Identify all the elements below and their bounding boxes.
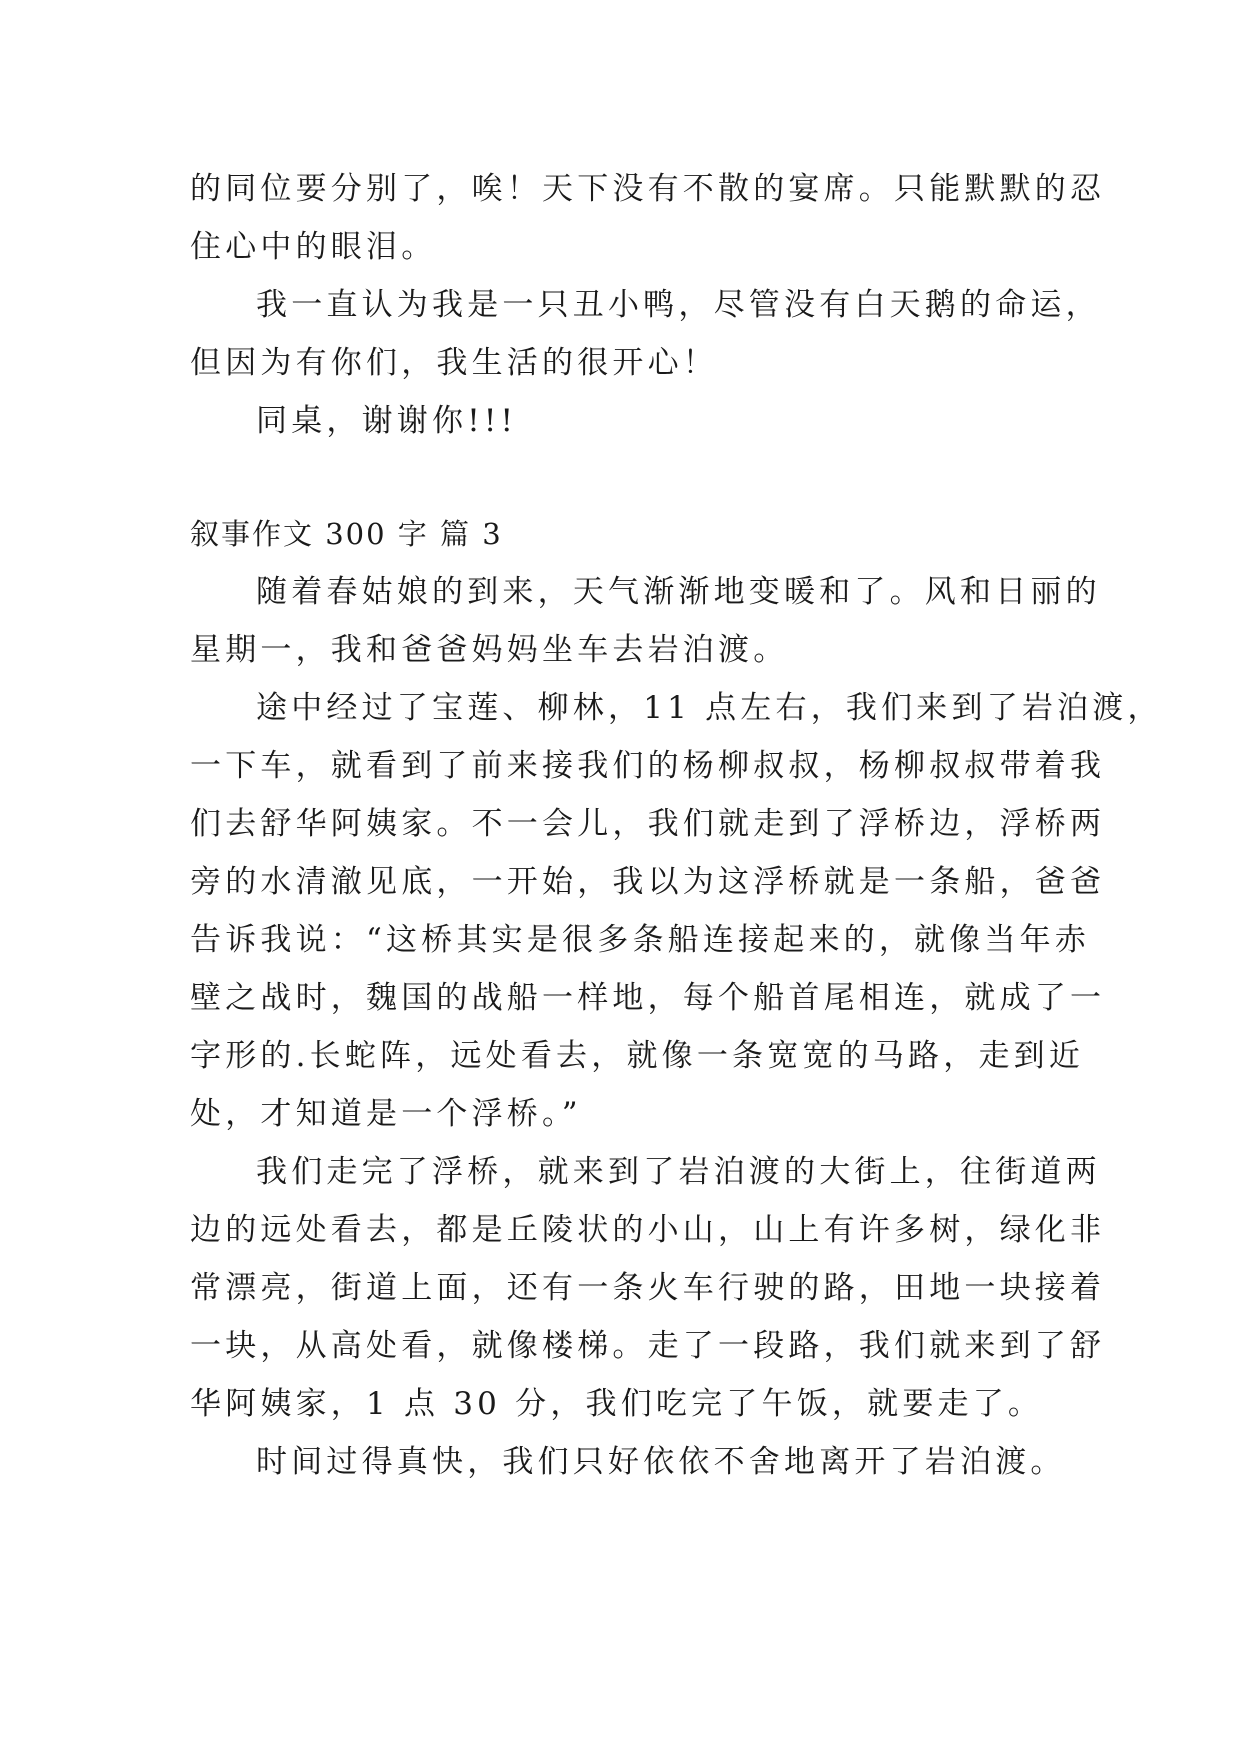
section-heading: 叙事作文 300 字 篇 3 xyxy=(190,517,503,551)
paragraph-line: 华阿姨家，1 点 30 分，我们吃完了午饭，就要走了。 xyxy=(190,1386,1044,1422)
paragraph-line: 我们走完了浮桥，就来到了岩泊渡的大街上，往街道两 xyxy=(256,1154,1101,1190)
paragraph-line: 随着春姑娘的到来，天气渐渐地变暖和了。风和日丽的 xyxy=(256,574,1101,610)
paragraph-line: 星期一，我和爸爸妈妈坐车去岩泊渡。 xyxy=(190,632,789,668)
paragraph-line: 途中经过了宝莲、柳林，11 点左右，我们来到了岩泊渡， xyxy=(256,690,1163,726)
paragraph-line: 但因为有你们，我生活的很开心！ xyxy=(190,345,718,381)
paragraph-line: 壁之战时，魏国的战船一样地，每个船首尾相连，就成了一 xyxy=(190,980,1106,1016)
paragraph-line: 常漂亮，街道上面，还有一条火车行驶的路，田地一块接着 xyxy=(190,1270,1106,1306)
paragraph-line: 一块，从高处看，就像楼梯。走了一段路，我们就来到了舒 xyxy=(190,1328,1106,1364)
paragraph-line: 处，才知道是一个浮桥。” xyxy=(190,1096,582,1132)
paragraph-line: 我一直认为我是一只丑小鸭，尽管没有白天鹅的命运， xyxy=(256,287,1101,323)
paragraph-line: 字形的.长蛇阵，远处看去，就像一条宽宽的马路，走到近 xyxy=(190,1038,1085,1074)
paragraph-line: 一下车，就看到了前来接我们的杨柳叔叔，杨柳叔叔带着我 xyxy=(190,748,1106,784)
paragraph-line: 们去舒华阿姨家。不一会儿，我们就走到了浮桥边，浮桥两 xyxy=(190,806,1106,842)
paragraph-line: 旁的水清澈见底，一开始，我以为这浮桥就是一条船，爸爸 xyxy=(190,864,1106,900)
paragraph-line: 的同位要分别了，唉！天下没有不散的宴席。只能默默的忍 xyxy=(190,171,1106,207)
paragraph-line: 告诉我说：“这桥其实是很多条船连接起来的，就像当年赤 xyxy=(190,922,1091,958)
paragraph-line: 住心中的眼泪。 xyxy=(190,229,437,265)
paragraph-line: 时间过得真快，我们只好依依不舍地离开了岩泊渡。 xyxy=(256,1444,1066,1480)
paragraph-line: 同桌，谢谢你!!! xyxy=(256,403,518,439)
paragraph-line: 边的远处看去，都是丘陵状的小山，山上有许多树，绿化非 xyxy=(190,1212,1106,1248)
